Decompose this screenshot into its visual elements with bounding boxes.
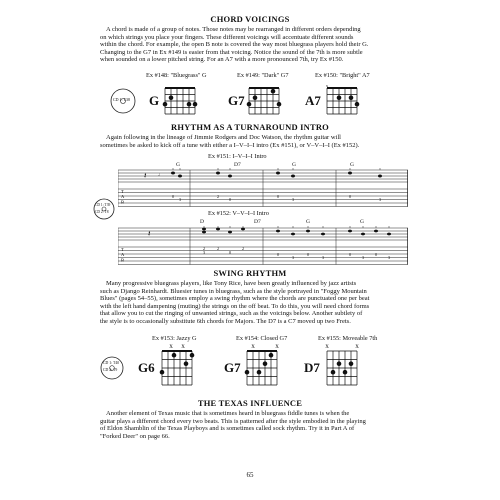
chord-name: G6 [138,360,155,375]
example-caption: Ex #150: "Bright" A7 [315,72,370,79]
clef-mark: ♩ [158,173,163,178]
heading-texas-influence: THE TEXAS INFLUENCE [197,398,303,408]
cd-track-label: CD 2: T9 [103,368,118,372]
text-line: A chord is made of a group of notes. Those notes may be rearranged in different orders depending [106,26,361,33]
paragraph-texas-influence [100,410,400,440]
fret-number: 2 [217,246,219,251]
page-number: 65 [246,471,254,479]
tab-letter: A [121,194,125,199]
chord-symbol: G [176,162,180,168]
tab-letter: T [121,189,124,194]
fret-number: 0 [172,194,174,199]
example-caption: Ex #148: "Bluegrass" G [146,72,207,79]
text-line: that allow you to cut the ringing of unwanted strings, such as the voicings below. Another subtlety of [100,310,363,318]
tab-letter: B [121,257,125,263]
muted-string-mark: X [251,345,255,350]
text-line: guitar plays a different chord every two beats. This is patterned after the style embodied in the playing [100,417,366,425]
chord-name: D7 [304,360,320,375]
chord-symbol: G [292,162,296,168]
fret-number: 0 [307,252,309,257]
chord-symbol: G [360,219,364,225]
muted-string-mark: X [325,345,329,350]
fret-number: 2 [203,246,205,251]
example-title: Ex #152: V–V–I–I Intro [208,210,269,217]
cd-track-label: CD 1: T40 [103,361,120,365]
text-line: Another element of Texas music that is sometimes heard in bluegrass fiddle tunes is when the [106,410,350,417]
muted-string-mark: X [181,345,185,350]
muted-string-mark: X [169,345,173,350]
chord-diagram-g6 [159,343,197,387]
text-line: with the left hand dampening (muting) the strings on the off beat. To do this, you will need chord forms [100,302,370,310]
tab-letter: B [121,199,125,205]
example-caption: Ex #149: "Dark" G7 [237,72,289,79]
chord-symbol: D7 [234,162,241,168]
fret-number: 3 [322,255,324,260]
fret-number: 3 [292,255,294,260]
heading-rhythm-intro: RHYTHM AS A TURNAROUND INTRO [171,122,329,132]
text-line: Again following in the lineage of Jimmie Rodgers and Doc Watson, the rhythm guitar will [106,134,341,141]
tablature-ex151 [118,168,408,210]
fret-number: 2 [217,194,219,199]
chord-symbol: D [200,219,204,225]
cd-track-label: CD 2: T8 [95,210,109,214]
fret-number: 0 [375,252,377,257]
text-line: of Eldon Shamblin of the Texas Playboys and is sometimes called sock rhythm. Try it in Part A of [100,425,355,433]
tab-letter: T [121,247,124,252]
example-title: Ex #151: I–V–I–I Intro [208,153,267,160]
text-line: sometimes be asked to kick off a tune with either a I–V–I–I intro (Ex #151), or V–V–I–I (Ex #152). [100,141,360,149]
muted-string-mark: X [355,345,359,350]
fret-number: 0 [277,252,279,257]
text-line: within the chord. For example, the open B note is covered the way most bluegrass players hold their G. [100,41,369,49]
paragraph-swing-rhythm [100,280,400,326]
fret-number: 3 [362,255,364,260]
heading-chord-voicings: CHORD VOICINGS [210,14,290,24]
text-line: on which strings you place your fingers. These different voicings will accentuate different sounds [100,33,354,41]
chord-name: A7 [305,93,321,108]
chord-symbol: D7 [254,219,261,225]
chord-name: G [149,93,160,108]
fret-number: 3 [388,255,390,260]
cd-icon [93,198,115,220]
text-line: Many progressive bluegrass players, like Tony Rice, have been greatly influenced by jazz artists [106,280,357,287]
chord-diagram-g7-closed [244,343,282,387]
rest-symbol: 𝄽 [148,229,151,238]
example-caption: Ex #154: Closed G7 [236,335,288,342]
fret-number: 3 [203,250,205,255]
fret-number: 3 [179,197,181,202]
fret-number: 0 [277,194,279,199]
muted-string-mark: x [326,84,328,88]
cd-track-label: CD 1: T38 [113,97,131,102]
chord-symbol: G [350,162,354,168]
heading-swing-rhythm: SWING RHYTHM [213,268,287,278]
chord-diagram-a7 [324,84,360,116]
fret-number: 0 [229,197,231,202]
fret-number: 0 [349,194,351,199]
chord-diagram-d7 [324,343,362,387]
fret-number: 3 [292,197,294,202]
fret-number: 0 [229,250,231,255]
text-line: the style is to occasionally substitute 6th chords for Majors. The D7 is a C7 moved up two Frets. [100,317,351,325]
fret-number: 3 [379,197,381,202]
tab-letter: A [121,252,125,257]
paragraph-chord-voicings [100,26,400,64]
muted-string-mark: X [275,345,279,350]
chord-name: G7 [228,93,245,108]
text-line: Blues" (pages 54–55), sometimes employ a swing rhythm where the chords are punctuated one per beat [100,295,370,303]
fret-number: 2 [242,246,244,251]
tablature-ex152 [118,226,408,268]
text-line: "Forked Deer" on page 66. [100,432,170,440]
example-caption: Ex #155: Moveable 7th [318,335,378,342]
chord-diagram-g7 [246,84,282,116]
text-line: such as Django Reinhardt. Bluesier tunes in bluegrass, such as the style portrayed in "Foggy Mountain [100,287,367,295]
cd-track-label: CD 1: T39 [95,203,111,207]
chord-name: G7 [224,360,241,375]
text-line: when sounded on a lower pitched string. For an A7 with a more pronounced 7th, try Ex #150. [100,56,344,64]
paragraph-rhythm-intro [100,134,400,149]
chord-diagram-g [162,84,198,116]
rest-symbol: 𝄽 [144,171,147,180]
example-caption: Ex #153: Jazzy G [152,335,197,342]
text-line: Changing to the G7 in Ex #149 is easier from that voicing. Notice the sound of the 7th is more subtle [100,48,363,56]
chord-symbol: G [306,219,310,225]
fret-number: 0 [349,252,351,257]
